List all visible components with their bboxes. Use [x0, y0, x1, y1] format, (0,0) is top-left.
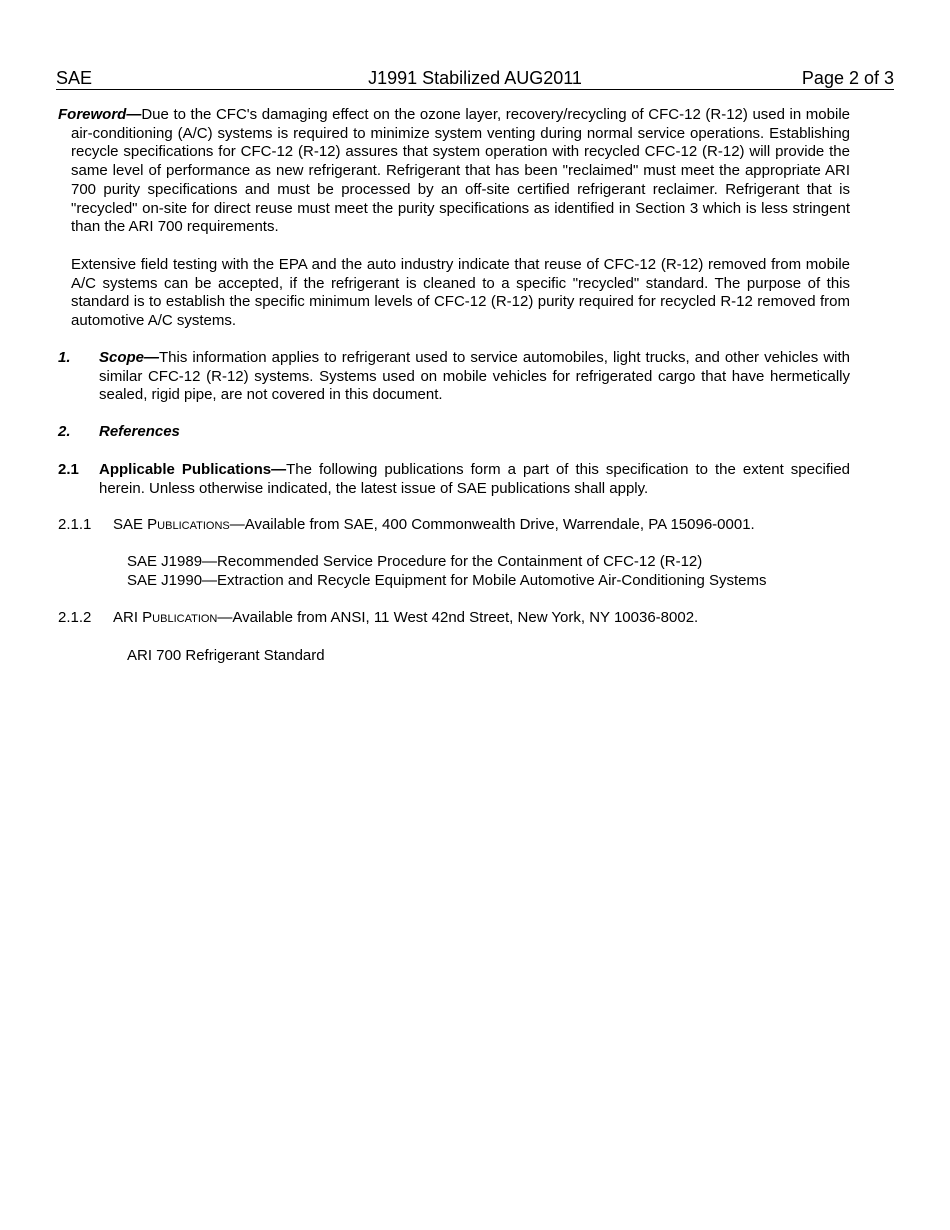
reference-item: ARI 700 Refrigerant Standard [127, 647, 325, 664]
section-number: 2. [58, 423, 71, 440]
foreword-paragraph-2: Extensive field testing with the EPA and the auto industry indicate that reuse of CFC-12 (R-12) removed from mobile A/C systems can be accepted, if the refrigerant is cleaned to a specific "recycled" standard. The purpose of this standard is to establish the specific minimum levels of CFC-12 (R-12) purity required for recycled R-12 removed from automotive A/C systems. [71, 256, 850, 330]
section-text: —Available from ANSI, 11 West 42nd Street, New York, NY 10036-8002. [217, 609, 699, 626]
section-number: 2.1 [58, 461, 79, 478]
section-text: —Available from SAE, 400 Commonwealth Drive, Warrendale, PA 15096-0001. [229, 516, 755, 533]
section-body [99, 461, 850, 498]
reference-item: SAE J1989—Recommended Service Procedure for the Containment of CFC-12 (R-12) [127, 553, 703, 570]
section-heading: ARI Publication [113, 609, 218, 626]
foreword-paragraph [58, 106, 850, 237]
section-text: This information applies to refrigerant used to service automobiles, light trucks, and other vehicles with similar CFC-12 (R-12) systems. Systems used on mobile vehicles for refrigerated cargo that have hermetically sealed, rigid pipe, are not covered in this document. [99, 349, 850, 404]
section-number: 1. [58, 349, 71, 366]
section-number: 2.1.1 [58, 516, 92, 533]
section-body [99, 423, 850, 442]
header-org: SAE [56, 68, 93, 88]
section-body [113, 516, 755, 535]
foreword-text: Due to the CFC's damaging effect on the ozone layer, recovery/recycling of CFC-12 (R-12) used in mobile air-conditioning (A/C) systems is required to minimize system venting during normal service operations. Establishing recycle specifications for CFC-12 (R-12) assures that system operation with recycled CFC-12 (R-12) will provide the same level of performance as new refrigerant. Refrigerant that has been "reclaimed" must meet the appropriate ARI 700 purity specifications and must be processed by an off-site certified refrigerant reclaimer. Refrigerant that is "recycled" on-site for direct reuse must meet the purity specifications as identified in Section 3 which is less stringent than the ARI 700 requirements. [71, 106, 850, 236]
section-text: The following publications form a part of this specification to the extent specified herein. Unless otherwise indicated, the latest issue of SAE publications shall apply. [99, 461, 851, 497]
section-heading: SAE Publications [113, 516, 230, 533]
section-body [113, 609, 698, 628]
section-body [99, 349, 850, 405]
section-ari-publication [58, 609, 699, 628]
section-number: 2.1.2 [58, 609, 92, 626]
section-heading: Scope— [99, 349, 160, 366]
page-header [56, 67, 894, 90]
header-page-number: Page 2 of 3 [801, 68, 894, 88]
header-doc-id: J1991 Stabilized AUG2011 [368, 68, 582, 88]
section-heading: Applicable Publications— [99, 461, 287, 478]
foreword-heading: Foreword— [58, 106, 142, 123]
reference-item: SAE J1990—Extraction and Recycle Equipment for Mobile Automotive Air-Conditioning Systems [127, 572, 767, 589]
section-heading: References [99, 423, 180, 440]
section-sae-publications [58, 516, 755, 535]
